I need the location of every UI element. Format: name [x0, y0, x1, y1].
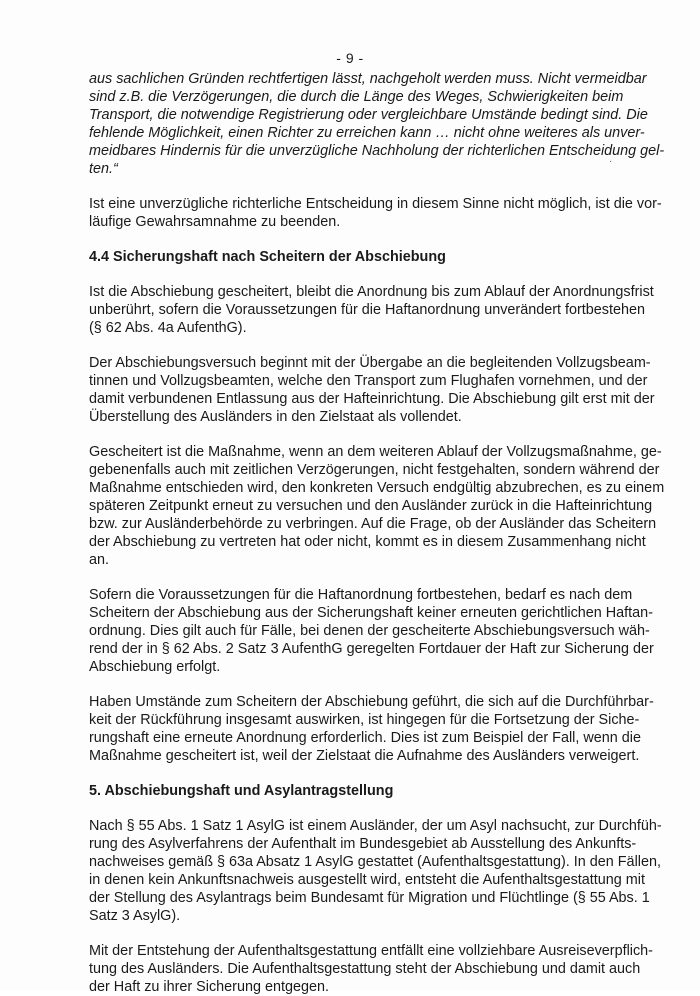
text-line: Nach § 55 Abs. 1 Satz 1 AsylG ist einem Ausländer, der um Asyl nachsucht, zur Durchfüh-: [89, 818, 662, 834]
text-line: sind z.B. die Verzögerungen, die durch die Länge des Weges, Schwierigkeiten beim: [89, 89, 624, 105]
text-line: damit verbundenen Entlassung aus der Hafteinrichtung. Die Abschiebung gilt erst mit der: [89, 391, 655, 407]
text-line: Scheitern der Abschiebung aus der Sicherungshaft keiner erneuten gerichtlichen Haftan-: [89, 605, 653, 621]
section-heading-5: 5. Abschiebungshaft und Asylantragstellung: [89, 783, 394, 799]
text-line: Satz 3 AsylG).: [89, 908, 181, 924]
text-line: Transport, die notwendige Registrierung oder vergleichbare Umstände bedingt sind. Die: [89, 107, 648, 123]
text-line: meidbares Hindernis für die unverzügliche Nachholung der richterlichen Entscheidung gel-: [89, 143, 665, 159]
text-line: keit der Rückführung insgesamt auswirken, ist hingegen für die Fortsetzung der Siche-: [89, 712, 640, 728]
text-line: in denen kein Ankunftsnachweis ausgestellt wird, entsteht die Aufenthaltsgestattung mit: [89, 872, 645, 888]
text-line: der Stellung des Asylantrags beim Bundesamt für Migration und Flüchtlinge (§ 55 Abs. 1: [89, 890, 650, 906]
text-line: läufige Gewahrsamnahme zu beenden.: [89, 214, 341, 230]
text-line: (§ 62 Abs. 4a AufenthG).: [89, 320, 247, 336]
paragraph-7: [89, 942, 653, 996]
spacer: [89, 426, 637, 443]
paragraph-5: [89, 693, 654, 765]
text-line: nachweises gemäß § 63a Absatz 1 AsylG gestattet (Aufenthaltsgestattung). In den Fällen,: [89, 854, 661, 870]
text-line: aus sachlichen Gründen rechtfertigen lässt, nachgeholt werden muss. Nicht vermeidbar: [89, 71, 647, 87]
spacer: [89, 676, 637, 693]
text-line: gebenenfalls auch mit zeitlichen Verzögerungen, nicht festgehalten, sondern während der: [89, 462, 660, 478]
text-line: Maßnahme gescheitert ist, weil der Zielstaat die Aufnahme des Ausländers verweigert.: [89, 748, 640, 764]
text-line: fehlende Möglichkeit, einen Richter zu erreichen kann … nicht ohne weiteres als unver-: [89, 125, 645, 141]
section-heading-4-4: 4.4 Sicherungshaft nach Scheitern der Abschiebung: [89, 249, 446, 265]
text-line: Der Abschiebungsversuch beginnt mit der Übergabe an die begleitenden Vollzugsbeam-: [89, 355, 651, 371]
quote-block: [89, 70, 665, 178]
document-body: [89, 70, 665, 996]
paragraph-6: [89, 817, 662, 925]
spacer: [89, 231, 637, 248]
spacer: [89, 800, 637, 817]
text-line: Ist eine unverzügliche richterliche Entscheidung in diesem Sinne nicht möglich, ist die vor-: [89, 196, 662, 212]
text-line: an.: [89, 552, 110, 568]
spacer: [89, 337, 637, 354]
text-line: Mit der Entstehung der Aufenthaltsgestattung entfällt eine vollziehbare Ausreiseverpflich-: [89, 943, 653, 959]
text-line: ordnung. Dies gilt auch für Fälle, bei denen der gescheiterte Abschiebungsversuch wäh-: [89, 623, 650, 639]
text-line: rung des Asylverfahrens der Aufenthalt im Bundesgebiet ab Ausstellung des Ankunfts-: [89, 836, 637, 852]
paragraph-intro: [89, 195, 662, 231]
text-line: späteren Zeitpunkt erneut zu versuchen und den Ausländer zurück in die Hafteinrichtung: [89, 498, 653, 514]
text-line: Gescheitert ist die Maßnahme, wenn an dem weiteren Ablauf der Vollzugsmaßnahme, ge-: [89, 444, 662, 460]
text-line: ten.“: [89, 161, 118, 177]
text-line: Abschiebung erfolgt.: [89, 659, 221, 675]
text-line: der Abschiebung zu vertreten hat oder nicht, kommt es in diesem Zusammenhang nicht: [89, 534, 646, 550]
spacer: [89, 569, 637, 586]
spacer: [89, 765, 637, 782]
text-line: der Haft zu ihrer Sicherung entgegen.: [89, 979, 329, 995]
paragraph-1: [89, 283, 654, 337]
text-line: tung des Ausländers. Die Aufenthaltsgestattung steht der Abschiebung und damit auch: [89, 961, 641, 977]
paragraph-2: [89, 354, 655, 426]
text-line: Maßnahme entschieden wird, den konkreten Versuch endgültig abzubrechen, es zu einem: [89, 480, 665, 496]
text-line: Haben Umstände zum Scheitern der Abschiebung geführt, die sich auf die Durchführbar-: [89, 694, 654, 710]
page-number: - 9 -: [336, 50, 364, 66]
paragraph-4: [89, 586, 654, 676]
spacer: [89, 266, 637, 283]
text-line: unberührt, sofern die Voraussetzungen für die Haftanordnung unverändert fortbestehen: [89, 302, 646, 318]
scan-speck: ·: [609, 156, 613, 167]
text-line: Überstellung des Ausländers in den Zielstaat als vollendet.: [89, 409, 462, 425]
paragraph-3: [89, 443, 665, 569]
text-line: rungshaft eine erneute Anordnung erforderlich. Dies ist zum Beispiel der Fall, wenn die: [89, 730, 641, 746]
text-line: Sofern die Voraussetzungen für die Haftanordnung fortbestehen, bedarf es nach dem: [89, 587, 633, 603]
spacer: [89, 925, 637, 942]
text-line: tinnen und Vollzugsbeamten, welche den Transport zum Flughafen vornehmen, und der: [89, 373, 648, 389]
spacer: [89, 178, 637, 195]
text-line: rend der in § 62 Abs. 2 Satz 3 AufenthG geregelten Fortdauer der Haft zur Sicherung der: [89, 641, 654, 657]
text-line: bzw. zur Ausländerbehörde zu verbringen. Auf die Frage, ob der Ausländer das Scheitern: [89, 516, 657, 532]
text-line: Ist die Abschiebung gescheitert, bleibt die Anordnung bis zum Ablauf der Anordnungsfrist: [89, 284, 654, 300]
